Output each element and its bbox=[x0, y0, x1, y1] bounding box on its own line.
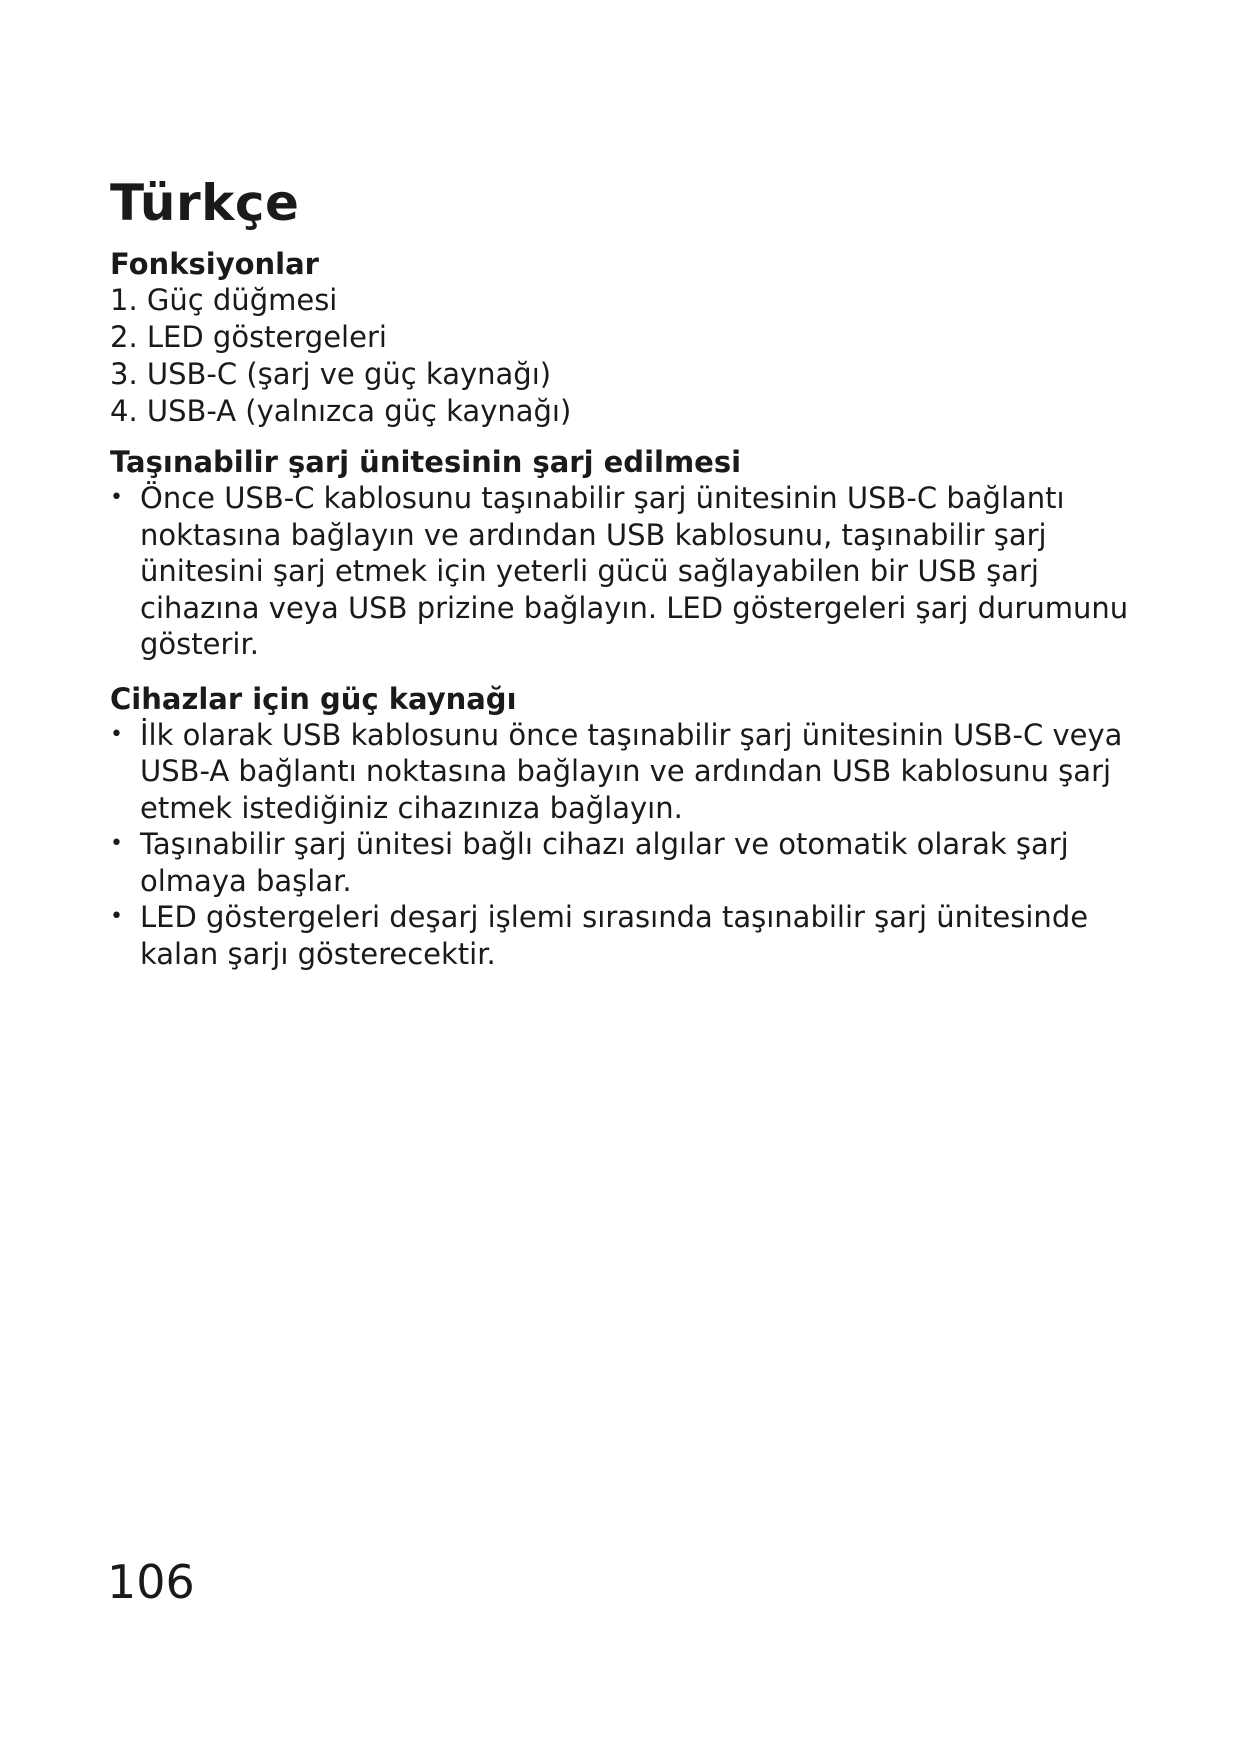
list-item-text: İlk olarak USB kablosunu önce taşınabilir şarj ünitesinin USB-C veya USB-A bağlantı noktasına bağlayın ve ardından USB kablosunu şarj etmek istediğiniz cihazınıza bağlayın. bbox=[140, 717, 1123, 825]
bullet-icon: • bbox=[110, 831, 123, 856]
power-supply-heading: Cihazlar için güç kaynağı bbox=[110, 681, 517, 716]
functions-list bbox=[110, 282, 1130, 430]
charging-section bbox=[110, 444, 1130, 663]
bullet-icon: • bbox=[110, 485, 123, 510]
list-item bbox=[110, 717, 1130, 827]
list-item-text: LED göstergeleri deşarj işlemi sırasında taşınabilir şarj ünitesinde kalan şarjı gösterecektir. bbox=[140, 900, 1089, 971]
list-item-text: Önce USB-C kablosunu taşınabilir şarj ünitesinin USB-C bağlantı noktasına bağlayın ve ardından USB kablosunu, taşınabilir şarj ünitesini şarj etmek için yeterli gücü sağlayabilen bir USB şarj cihazına veya USB prizine bağlayın. LED göstergeleri şarj durumunu gösterir. bbox=[140, 481, 1129, 661]
list-item: 3. USB-C (şarj ve güç kaynağı) bbox=[110, 357, 552, 391]
bullet-icon: • bbox=[110, 721, 123, 747]
list-item bbox=[110, 826, 1130, 899]
list-item: 1. Güç düğmesi bbox=[110, 283, 338, 317]
page-title: Türkçe bbox=[110, 174, 300, 232]
charging-heading: Taşınabilir şarj ünitesinin şarj edilmesi bbox=[110, 445, 742, 479]
page-number: 106 bbox=[107, 1555, 195, 1609]
list-item: 2. LED göstergeleri bbox=[110, 320, 387, 354]
list-item bbox=[110, 899, 1130, 972]
list-item bbox=[110, 480, 1130, 663]
list-item: 4. USB-A (yalnızca güç kaynağı) bbox=[110, 394, 572, 428]
bullet-icon: • bbox=[110, 904, 123, 929]
functions-section bbox=[110, 246, 1130, 430]
charging-list bbox=[110, 480, 1130, 663]
document-page bbox=[110, 168, 1130, 990]
functions-heading: Fonksiyonlar bbox=[110, 247, 319, 281]
power-supply-section bbox=[110, 681, 1130, 973]
power-supply-list bbox=[110, 717, 1130, 973]
list-item-text: Taşınabilir şarj ünitesi bağlı cihazı algılar ve otomatik olarak şarj olmaya başlar. bbox=[140, 827, 1069, 898]
